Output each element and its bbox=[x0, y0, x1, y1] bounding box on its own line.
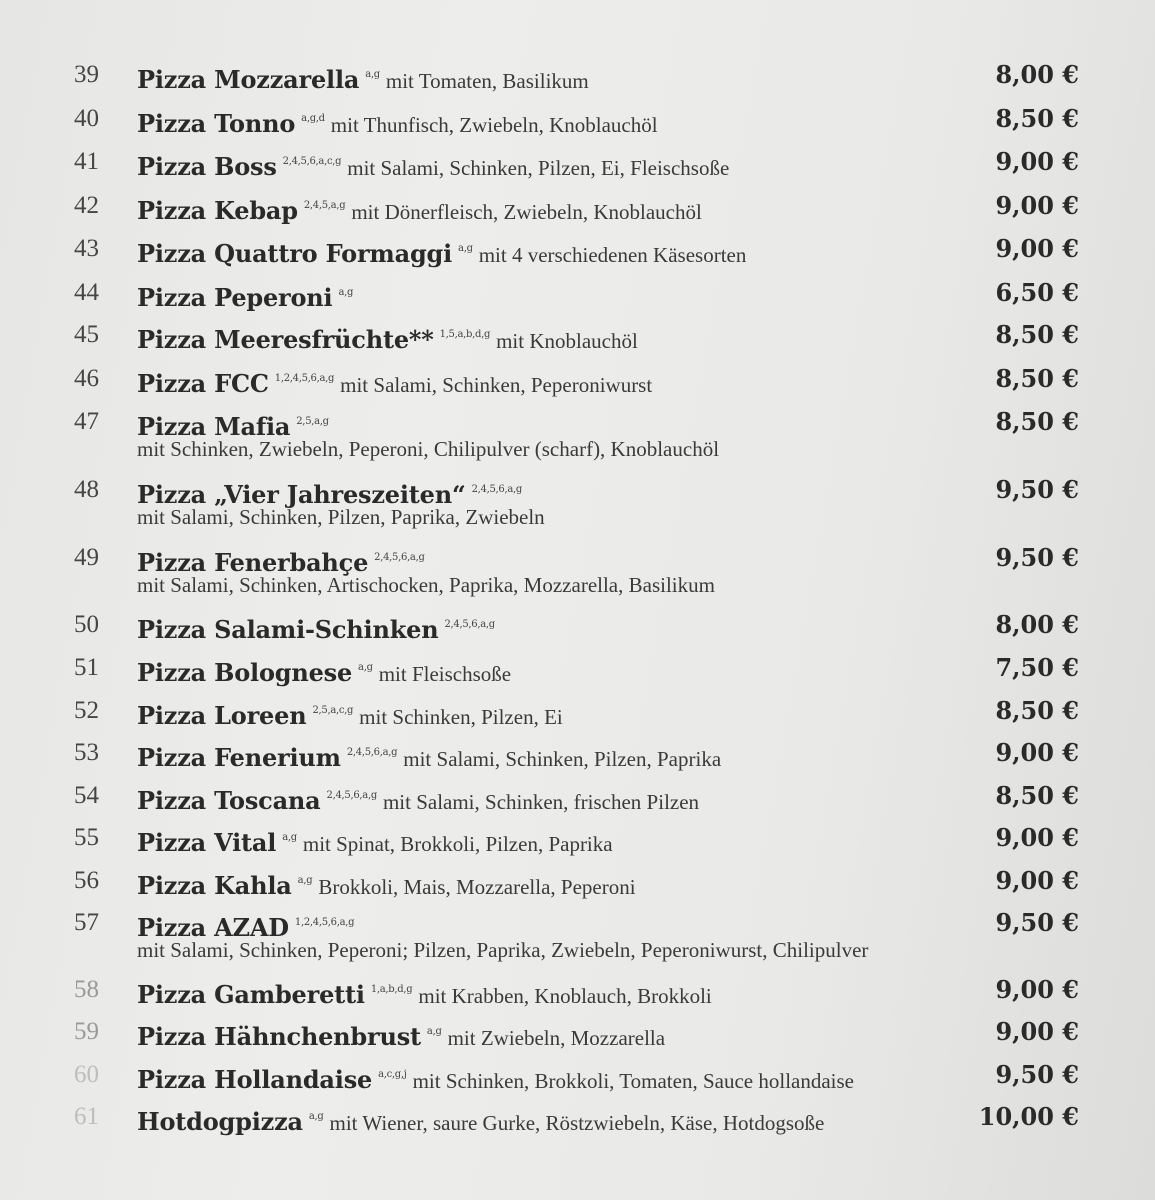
item-description: mit Knoblauchöl bbox=[496, 329, 638, 353]
item-description: mit Krabben, Knoblauch, Brokkoli bbox=[418, 984, 712, 1008]
item-number: 51 bbox=[74, 654, 99, 681]
item-number: 59 bbox=[74, 1018, 99, 1045]
item-allergens: 2,5,a,g bbox=[296, 416, 329, 427]
item-price: 8,50 € bbox=[995, 320, 1079, 349]
item-allergens: 2,4,5,6,a,g bbox=[346, 747, 398, 758]
item-name: Pizza Kebap bbox=[137, 196, 298, 225]
item-number: 40 bbox=[74, 105, 99, 132]
item-name: Pizza Salami-Schinken bbox=[137, 615, 439, 644]
item-description: mit Salami, Schinken, Pilzen, Paprika bbox=[403, 747, 722, 771]
item-name: Pizza Peperoni bbox=[137, 283, 333, 312]
item-allergens: 2,4,5,6,a,c,g bbox=[282, 156, 342, 167]
item-name: Hotdogpizza bbox=[137, 1107, 303, 1136]
item-allergens: 1,2,4,5,6,a,g bbox=[294, 917, 355, 928]
item-name: Pizza Kahla bbox=[137, 871, 292, 900]
item-description: mit Fleischsoße bbox=[378, 662, 512, 686]
item-number: 54 bbox=[74, 782, 99, 809]
item-description: Brokkoli, Mais, Mozzarella, Peperoni bbox=[318, 875, 636, 899]
item-price: 9,00 € bbox=[995, 147, 1079, 176]
item-allergens: a,g,d bbox=[301, 113, 325, 124]
item-price: 8,50 € bbox=[995, 104, 1079, 133]
item-number: 57 bbox=[74, 909, 99, 936]
item-price: 7,50 € bbox=[995, 653, 1079, 682]
item-price: 8,00 € bbox=[995, 60, 1079, 89]
item-description: mit 4 verschiedenen Käsesorten bbox=[478, 243, 747, 267]
item-name: Pizza Tonno bbox=[137, 109, 296, 138]
item-name: Pizza Mafia bbox=[137, 412, 291, 441]
item-allergens: 1,2,4,5,6,a,g bbox=[274, 373, 335, 384]
item-price: 8,50 € bbox=[995, 407, 1079, 436]
item-allergens: 2,4,5,6,a,g bbox=[471, 484, 523, 495]
item-price: 8,50 € bbox=[995, 696, 1079, 725]
item-allergens: a,g bbox=[297, 875, 313, 886]
item-name: Pizza Quattro Formaggi bbox=[137, 239, 453, 268]
item-description: mit Thunfisch, Zwiebeln, Knoblauchöl bbox=[330, 113, 658, 137]
item-name: Pizza Vital bbox=[137, 828, 277, 857]
item-number: 39 bbox=[74, 61, 99, 88]
item-description: mit Wiener, saure Gurke, Röstzwiebeln, Käse, Hotdogsoße bbox=[329, 1111, 825, 1135]
item-price: 9,50 € bbox=[995, 543, 1079, 572]
item-number: 58 bbox=[74, 976, 99, 1003]
item-description: mit Salami, Schinken, Peperoniwurst bbox=[340, 373, 653, 397]
item-number: 50 bbox=[74, 611, 99, 638]
item-number: 56 bbox=[74, 867, 99, 894]
item-name: Pizza Hähnchenbrust bbox=[137, 1022, 421, 1051]
item-allergens: a,g bbox=[426, 1026, 442, 1037]
item-name: Pizza Bolognese bbox=[137, 658, 353, 687]
item-allergens: a,g bbox=[308, 1111, 324, 1122]
item-description: mit Tomaten, Basilikum bbox=[385, 69, 589, 93]
item-number: 61 bbox=[74, 1103, 99, 1130]
item-number: 47 bbox=[74, 408, 99, 435]
item-name: Pizza Mozzarella bbox=[137, 65, 360, 94]
item-description: mit Spinat, Brokkoli, Pilzen, Paprika bbox=[302, 832, 613, 856]
item-number: 42 bbox=[74, 192, 99, 219]
item-price: 6,50 € bbox=[995, 278, 1079, 307]
item-price: 9,00 € bbox=[995, 1017, 1079, 1046]
item-description: mit Zwiebeln, Mozzarella bbox=[447, 1026, 666, 1050]
item-allergens: 2,4,5,6,a,g bbox=[444, 619, 495, 630]
item-number: 41 bbox=[74, 148, 99, 175]
item-description: mit Schinken, Brokkoli, Tomaten, Sauce hollandaise bbox=[412, 1069, 854, 1093]
item-price: 9,00 € bbox=[995, 823, 1079, 852]
item-description-line2: mit Schinken, Zwiebeln, Peperoni, Chilipulver (scharf), Knoblauchöl bbox=[137, 437, 720, 461]
item-price: 9,50 € bbox=[995, 475, 1079, 504]
item-name: Pizza Gamberetti bbox=[137, 980, 365, 1009]
item-description: mit Salami, Schinken, frischen Pilzen bbox=[382, 790, 700, 814]
item-description-line2: mit Salami, Schinken, Pilzen, Paprika, Zwiebeln bbox=[137, 505, 545, 529]
item-name: Pizza AZAD bbox=[137, 913, 289, 942]
item-price: 9,00 € bbox=[995, 234, 1079, 263]
item-number: 53 bbox=[74, 739, 99, 766]
item-price: 9,50 € bbox=[995, 1060, 1079, 1089]
item-allergens: 2,4,5,6,a,g bbox=[374, 552, 425, 563]
item-allergens: 2,5,a,c,g bbox=[312, 705, 354, 716]
item-name: Pizza Meeresfrüchte** bbox=[137, 325, 434, 354]
item-description: mit Salami, Schinken, Pilzen, Ei, Fleischsoße bbox=[347, 156, 730, 180]
item-name: Pizza FCC bbox=[137, 369, 269, 398]
item-allergens: a,g bbox=[358, 662, 373, 673]
item-number: 43 bbox=[74, 235, 99, 262]
item-name: Pizza Fenerbahçe bbox=[137, 548, 369, 577]
item-number: 52 bbox=[74, 697, 99, 724]
item-number: 48 bbox=[74, 476, 99, 503]
item-number: 45 bbox=[74, 321, 99, 348]
item-number: 46 bbox=[74, 365, 99, 392]
item-number: 44 bbox=[74, 279, 99, 306]
item-price: 8,00 € bbox=[995, 610, 1079, 639]
item-description-line2: mit Salami, Schinken, Peperoni; Pilzen, Paprika, Zwiebeln, Peperoniwurst, Chilipulver bbox=[137, 938, 869, 962]
item-allergens: a,g bbox=[282, 832, 297, 843]
item-name: Pizza Boss bbox=[137, 152, 277, 181]
item-price: 9,00 € bbox=[995, 866, 1079, 895]
item-price: 9,00 € bbox=[995, 191, 1079, 220]
item-price: 9,00 € bbox=[995, 738, 1079, 767]
item-number: 60 bbox=[74, 1061, 99, 1088]
item-price: 10,00 € bbox=[978, 1102, 1079, 1131]
item-name: Pizza Loreen bbox=[137, 701, 307, 730]
item-allergens: a,c,g,j bbox=[378, 1069, 407, 1080]
item-description-line2: mit Salami, Schinken, Artischocken, Paprika, Mozzarella, Basilikum bbox=[137, 573, 715, 597]
item-number: 49 bbox=[74, 544, 99, 571]
item-price: 9,50 € bbox=[995, 908, 1079, 937]
item-description: mit Schinken, Pilzen, Ei bbox=[359, 705, 563, 729]
item-allergens: a,g bbox=[338, 287, 354, 298]
item-allergens: 1,a,b,d,g bbox=[370, 984, 413, 995]
item-price: 8,50 € bbox=[995, 781, 1079, 810]
item-allergens: a,g bbox=[458, 243, 473, 254]
item-allergens: 1,5,a,b,d,g bbox=[439, 329, 491, 340]
item-description: mit Dönerfleisch, Zwiebeln, Knoblauchöl bbox=[351, 200, 702, 224]
item-name: Pizza „Vier Jahreszeiten“ bbox=[137, 480, 466, 509]
item-name: Pizza Hollandaise bbox=[137, 1065, 373, 1094]
item-allergens: a,g bbox=[365, 69, 380, 80]
item-number: 55 bbox=[74, 824, 99, 851]
item-allergens: 2,4,5,6,a,g bbox=[326, 790, 377, 801]
item-price: 8,50 € bbox=[995, 364, 1079, 393]
item-allergens: 2,4,5,a,g bbox=[303, 200, 346, 211]
item-name: Pizza Toscana bbox=[137, 786, 321, 815]
item-name: Pizza Fenerium bbox=[137, 743, 341, 772]
item-price: 9,00 € bbox=[995, 975, 1079, 1004]
